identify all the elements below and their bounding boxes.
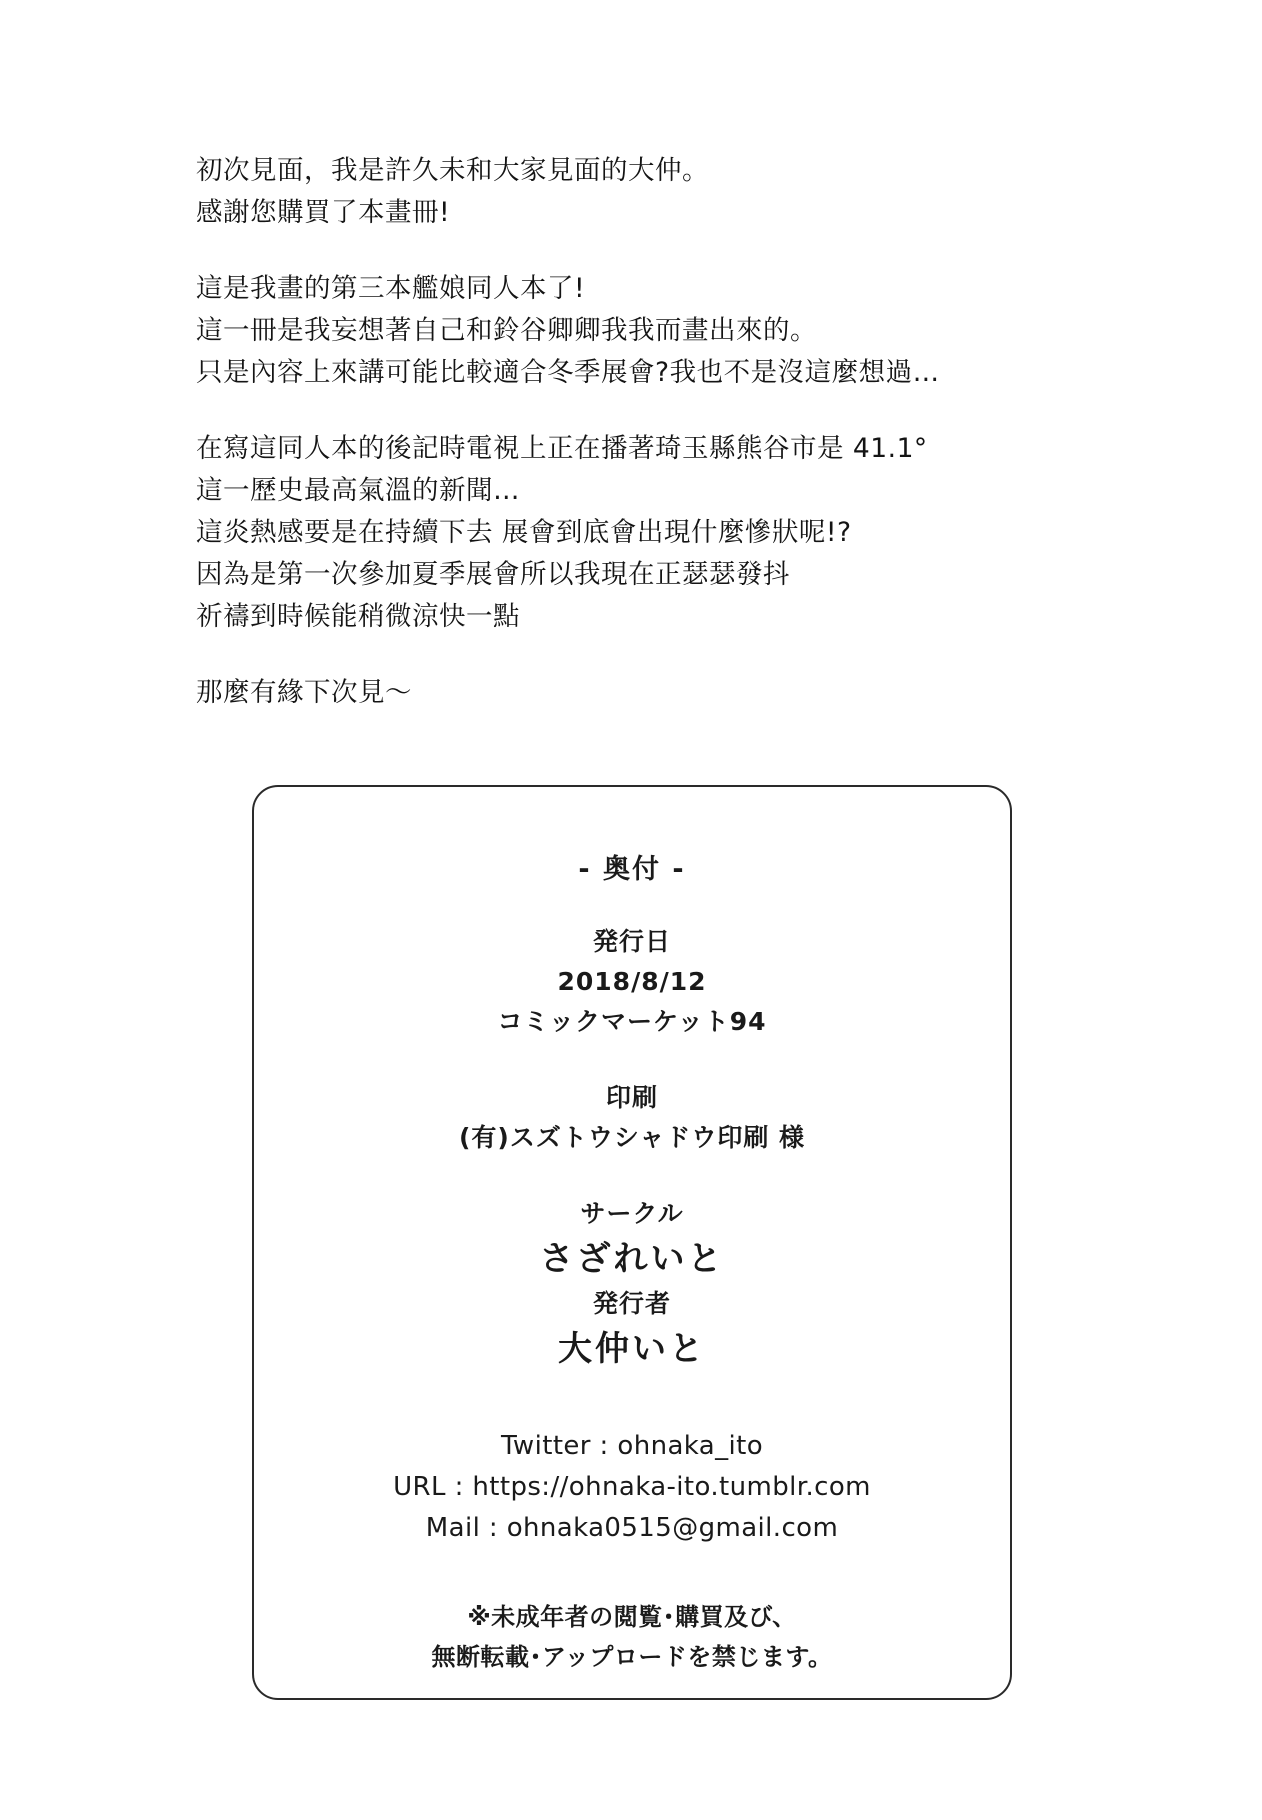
publish-date-label: 発行日 <box>592 927 671 956</box>
afterword-line: 感謝您購買了本畫冊! <box>196 197 451 228</box>
afterword-line: 這一冊是我妄想著自己和鈴谷卿卿我我而畫出來的。 <box>196 315 817 346</box>
colophon-title: - 奥付 - <box>578 854 686 885</box>
afterword-line: 這一歷史最高氣溫的新聞… <box>196 475 520 506</box>
afterword-line: 祈禱到時候能稍微涼快一點 <box>196 601 520 632</box>
colophon-card <box>252 785 1012 1700</box>
afterword-line: 初次見面，我是許久未和大家見面的大仲。 <box>196 155 709 186</box>
print-info <box>254 1078 1010 1158</box>
afterword-line: 只是內容上來講可能比較適合冬季展會?我也不是沒這麼想過… <box>196 357 940 388</box>
twitter-handle: Twitter : ohnaka_ito <box>500 1431 764 1461</box>
afterword-paragraph <box>196 672 1096 714</box>
afterword-paragraph <box>196 150 1096 234</box>
afterword-line: 那麼有緣下次見～ <box>196 677 412 708</box>
afterword-line: 這是我畫的第三本艦娘同人本了! <box>196 273 586 304</box>
circle-label: サークル <box>580 1199 684 1228</box>
circle-info <box>254 1194 1010 1374</box>
afterword-paragraph <box>196 428 1096 638</box>
afterword-paragraph <box>196 268 1096 394</box>
mail-address: Mail : ohnaka0515@gmail.com <box>425 1513 839 1543</box>
afterword-line: 因為是第一次參加夏季展會所以我現在正瑟瑟發抖 <box>196 559 790 590</box>
publish-date-value: 2018/8/12 <box>557 967 707 996</box>
print-value: (有)スズトウシャドウ印刷 様 <box>458 1123 806 1152</box>
author-name: 大仲いと <box>558 1329 706 1369</box>
author-label: 発行者 <box>592 1289 671 1318</box>
contact-info <box>254 1426 1010 1549</box>
legal-notice <box>254 1597 1010 1677</box>
print-label: 印刷 <box>605 1083 658 1112</box>
afterword-text <box>196 150 1096 714</box>
notice-line-1: ※未成年者の閲覧･購買及び、 <box>467 1603 797 1631</box>
website-url: URL : https://ohnaka-ito.tumblr.com <box>393 1472 871 1502</box>
notice-line-2: 無断転載･アップロードを禁じます。 <box>431 1643 833 1671</box>
publish-info <box>254 922 1010 1042</box>
afterword-line: 在寫這同人本的後記時電視上正在播著琦玉縣熊谷市是 41.1° <box>196 433 928 464</box>
event-name: コミックマーケット94 <box>497 1007 767 1036</box>
circle-name: さざれいと <box>539 1239 725 1279</box>
afterword-line: 這炎熱感要是在持續下去 展會到底會出現什麼慘狀呢!? <box>196 517 852 548</box>
